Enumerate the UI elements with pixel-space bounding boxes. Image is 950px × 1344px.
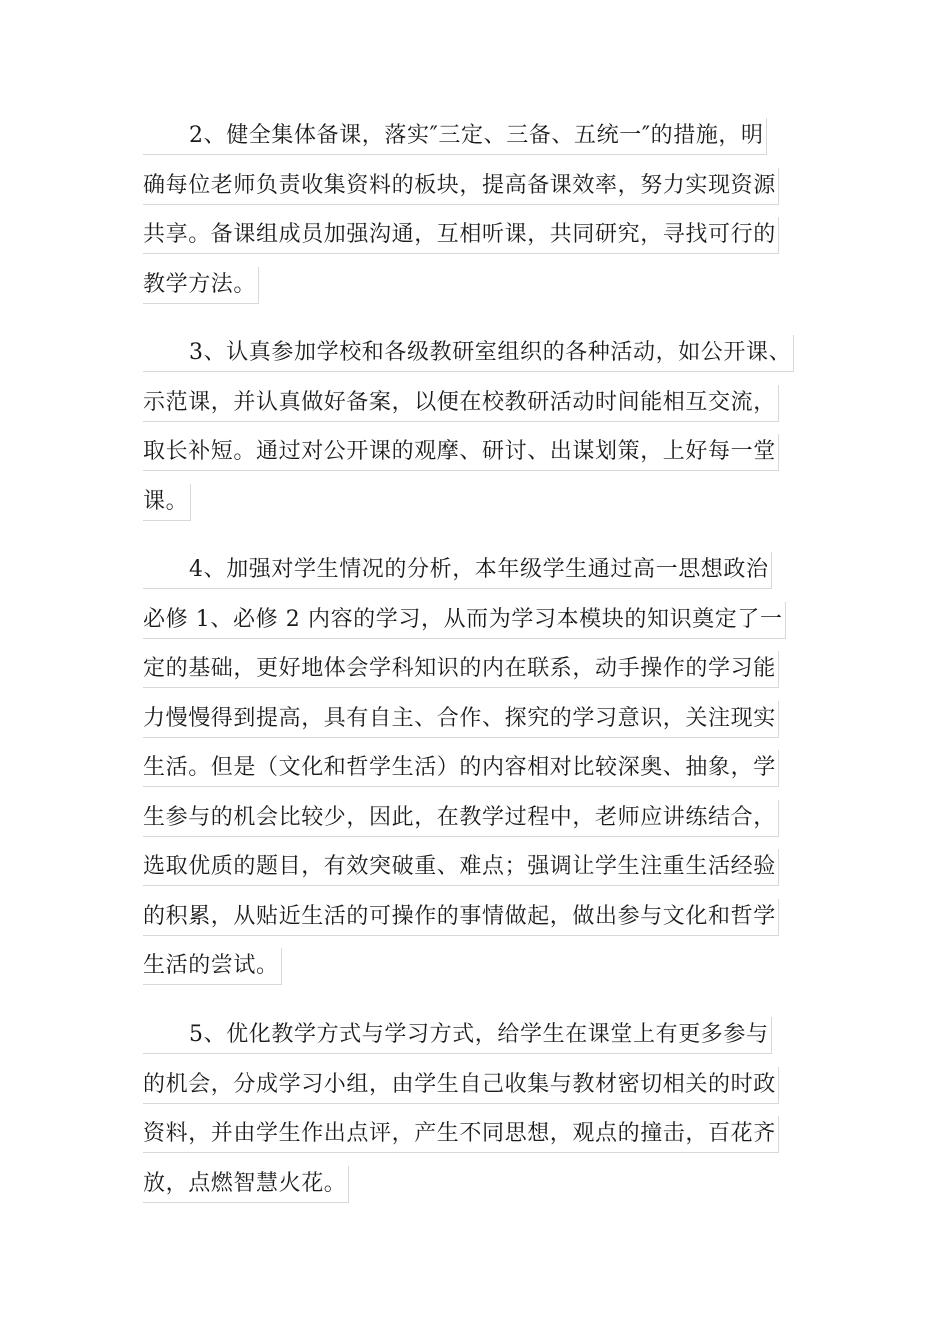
paragraph-line bbox=[143, 644, 807, 694]
paragraph-item-4 bbox=[143, 545, 807, 991]
paragraph-line bbox=[143, 111, 807, 161]
line-text: 选取优质的题目，有效突破重、难点；强调让学生注重生活经验 bbox=[143, 849, 779, 886]
line-text: 取长补短。通过对公开课的观摩、研讨、出谋划策，上好每一堂 bbox=[143, 434, 779, 471]
paragraph-line bbox=[143, 378, 807, 428]
paragraph-line bbox=[143, 427, 807, 477]
paragraph-line bbox=[143, 545, 807, 595]
line-text: 教学方法。 bbox=[143, 267, 259, 304]
paragraph-line bbox=[143, 1159, 807, 1209]
paragraph-line bbox=[143, 477, 807, 527]
paragraph-line bbox=[143, 694, 807, 744]
paragraph-item-5 bbox=[143, 1010, 807, 1208]
paragraph-line bbox=[143, 1060, 807, 1110]
line-text: 必修 1、必修 2 内容的学习，从而为学习本模块的知识奠定了一 bbox=[143, 602, 786, 639]
paragraph-line bbox=[143, 842, 807, 892]
line-text: 示范课，并认真做好备案，以便在校教研活动时间能相互交流， bbox=[143, 385, 779, 422]
line-text: 定的基础，更好地体会学科知识的内在联系，动手操作的学习能 bbox=[143, 651, 779, 688]
line-text: 放，点燃智慧火花。 bbox=[143, 1166, 349, 1203]
line-text: 4、加强对学生情况的分析，本年级学生通过高一思想政治 bbox=[143, 552, 772, 589]
line-text: 2、健全集体备课，落实″三定、三备、五统一″的措施，明 bbox=[143, 118, 767, 155]
paragraph-line bbox=[143, 941, 807, 991]
paragraph-line bbox=[143, 892, 807, 942]
paragraph-line bbox=[143, 328, 807, 378]
line-text: 的积累，从贴近生活的可操作的事情做起，做出参与文化和哲学 bbox=[143, 899, 779, 936]
line-text: 生参与的机会比较少，因此，在教学过程中，老师应讲练结合， bbox=[143, 800, 779, 837]
paragraph-line bbox=[143, 260, 807, 310]
line-text: 确每位老师负责收集资料的板块，提高备课效率，努力实现资源 bbox=[143, 168, 779, 205]
paragraph-line bbox=[143, 1010, 807, 1060]
line-text: 力慢慢得到提高，具有自主、合作、探究的学习意识，关注现实 bbox=[143, 701, 779, 738]
line-text: 生活的尝试。 bbox=[143, 948, 282, 985]
line-text: 课。 bbox=[143, 484, 191, 521]
line-text: 资料，并由学生作出点评，产生不同思想，观点的撞击，百花齐 bbox=[143, 1116, 779, 1153]
paragraph-line bbox=[143, 161, 807, 211]
line-text: 5、优化教学方式与学习方式，给学生在课堂上有更多参与 bbox=[143, 1017, 772, 1054]
paragraph-line bbox=[143, 595, 807, 645]
paragraph-line bbox=[143, 1109, 807, 1159]
paragraph-line bbox=[143, 793, 807, 843]
line-text: 共享。备课组成员加强沟通，互相听课，共同研究，寻找可行的 bbox=[143, 217, 779, 254]
paragraph-item-3 bbox=[143, 328, 807, 526]
line-text: 3、认真参加学校和各级教研室组织的各种活动，如公开课、 bbox=[143, 335, 794, 372]
line-text: 生活。但是（文化和哲学生活）的内容相对比较深奥、抽象，学 bbox=[143, 750, 779, 787]
paragraph-item-2 bbox=[143, 111, 807, 309]
paragraph-line bbox=[143, 743, 807, 793]
paragraph-line bbox=[143, 210, 807, 260]
line-text: 的机会，分成学习小组，由学生自己收集与教材密切相关的时政 bbox=[143, 1067, 779, 1104]
